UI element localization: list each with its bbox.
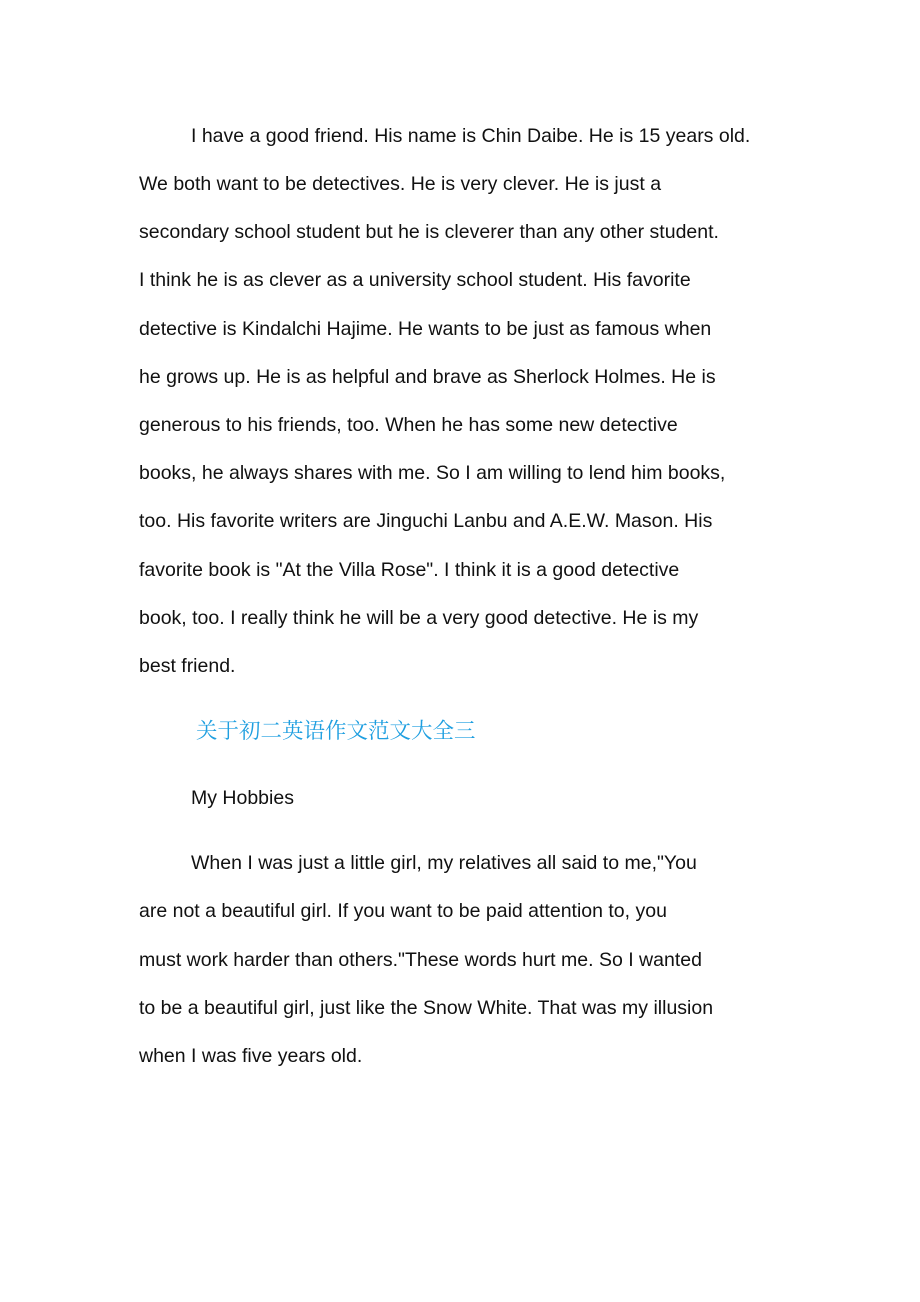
paragraph-line: I have a good friend. His name is Chin Daibe. He is 15 years old. bbox=[191, 125, 751, 147]
paragraph-line: best friend. bbox=[139, 655, 236, 677]
paragraph-line: favorite book is "At the Villa Rose". I think it is a good detective bbox=[139, 559, 680, 581]
paragraph-line: secondary school student but he is cleverer than any other student. bbox=[139, 221, 719, 243]
paragraph-line: When I was just a little girl, my relatives all said to me,"You bbox=[191, 852, 697, 874]
paragraph-line: are not a beautiful girl. If you want to be paid attention to, you bbox=[139, 900, 667, 922]
paragraph-line: books, he always shares with me. So I am willing to lend him books, bbox=[139, 462, 726, 484]
paragraph-line: when I was five years old. bbox=[139, 1045, 363, 1067]
paragraph-line: must work harder than others."These words hurt me. So I wanted bbox=[139, 949, 702, 971]
paragraph-line: to be a beautiful girl, just like the Snow White. That was my illusion bbox=[139, 997, 714, 1019]
paragraph-line: book, too. I really think he will be a very good detective. He is my bbox=[139, 607, 699, 629]
paragraph-line: I think he is as clever as a university school student. His favorite bbox=[139, 269, 691, 291]
paragraph-line: detective is Kindalchi Hajime. He wants to be just as famous when bbox=[139, 318, 712, 340]
section-heading: 关于初二英语作文范文大全三 bbox=[196, 719, 476, 744]
essay-title: My Hobbies bbox=[191, 787, 294, 809]
paragraph-line: generous to his friends, too. When he has some new detective bbox=[139, 414, 678, 436]
paragraph-line: too. His favorite writers are Jinguchi Lanbu and A.E.W. Mason. His bbox=[139, 510, 713, 532]
paragraph-line: he grows up. He is as helpful and brave as Sherlock Holmes. He is bbox=[139, 366, 716, 388]
paragraph-line: We both want to be detectives. He is very clever. He is just a bbox=[139, 173, 662, 195]
